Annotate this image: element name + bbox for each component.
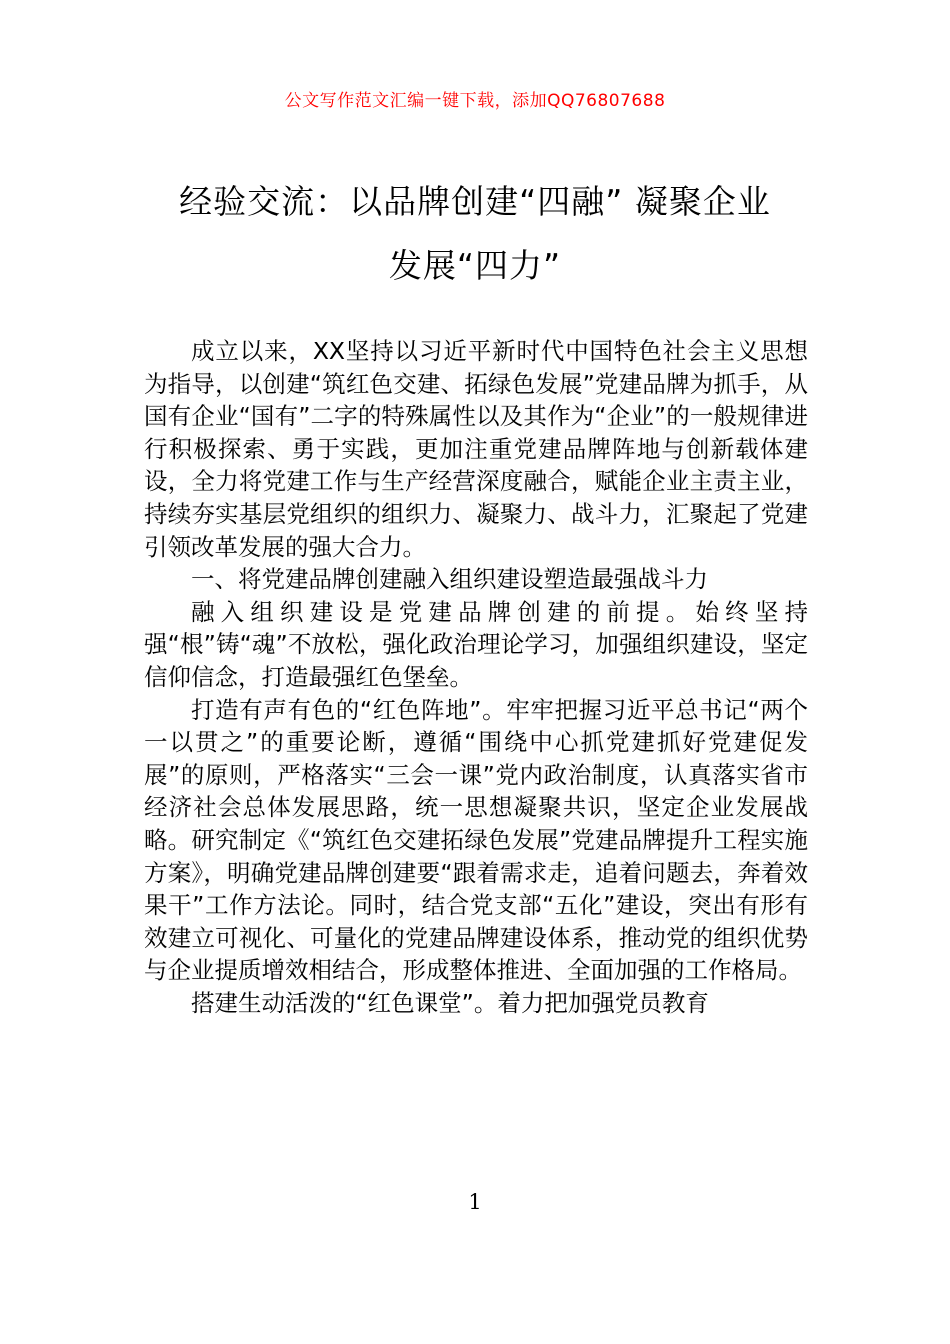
page-number: 1 [468, 1190, 482, 1214]
paragraph: 打造有声有色的“红色阵地”。牢牢把握习近平总书记“两个一以贯之”的重要论断，遵循“围绕中心抓党建抓好党建促发展”的原则，严格落实“三会一课”党内政治制度，认真落实省市经济社会总体发展思路，统一思想凝聚共识，坚定企业发展战略。研究制定《“筑红色交建拓绿色发展”党建品牌提升工程实施方案》，明确党建品牌创建要“跟着需求走，追着问题去，奔着效果干”工作方法论。同时，结合党支部“五化”建设，突出有形有效建立可视化、可量化的党建品牌建设体系，推动党的组织优势与企业提质增效相结合，形成整体推进、全面加强的工作格局。 [144, 695, 808, 985]
promo-header[interactable]: 公文写作范文汇编一键下载，添加QQ76807688 [284, 91, 666, 111]
paragraph: 融入组织建设是党建品牌创建的前提。始终坚持强“根”铸“魂”不放松，强化政治理论学习，加强组织建设，坚定信仰信念，打造最强红色堡垒。 [144, 597, 808, 691]
document-body [144, 335, 808, 1019]
paragraph-intro: 成立以来，XX坚持以习近平新时代中国特色社会主义思想为指导，以创建“筑红色交建、拓绿色发展”党建品牌为抓手，从国有企业“国有”二字的特殊属性以及其作为“企业”的一般规律进行积极探索、勇于实践，更加注重党建品牌阵地与创新载体建设，全力将党建工作与生产经营深度融合，赋能企业主责主业，持续夯实基层党组织的组织力、凝聚力、战斗力，汇聚起了党建引领改革发展的强大合力。 [144, 337, 808, 561]
title-line-2: 发展“四力” [388, 246, 562, 285]
paragraph: 搭建生动活泼的“红色课堂”。着力把加强党员教育 [191, 988, 709, 1017]
title-line-1: 经验交流：以品牌创建“四融” 凝聚企业 [179, 182, 771, 221]
document-title [120, 170, 830, 298]
section-heading-1: 一、将党建品牌创建融入组织建设塑造最强战斗力 [191, 565, 708, 594]
